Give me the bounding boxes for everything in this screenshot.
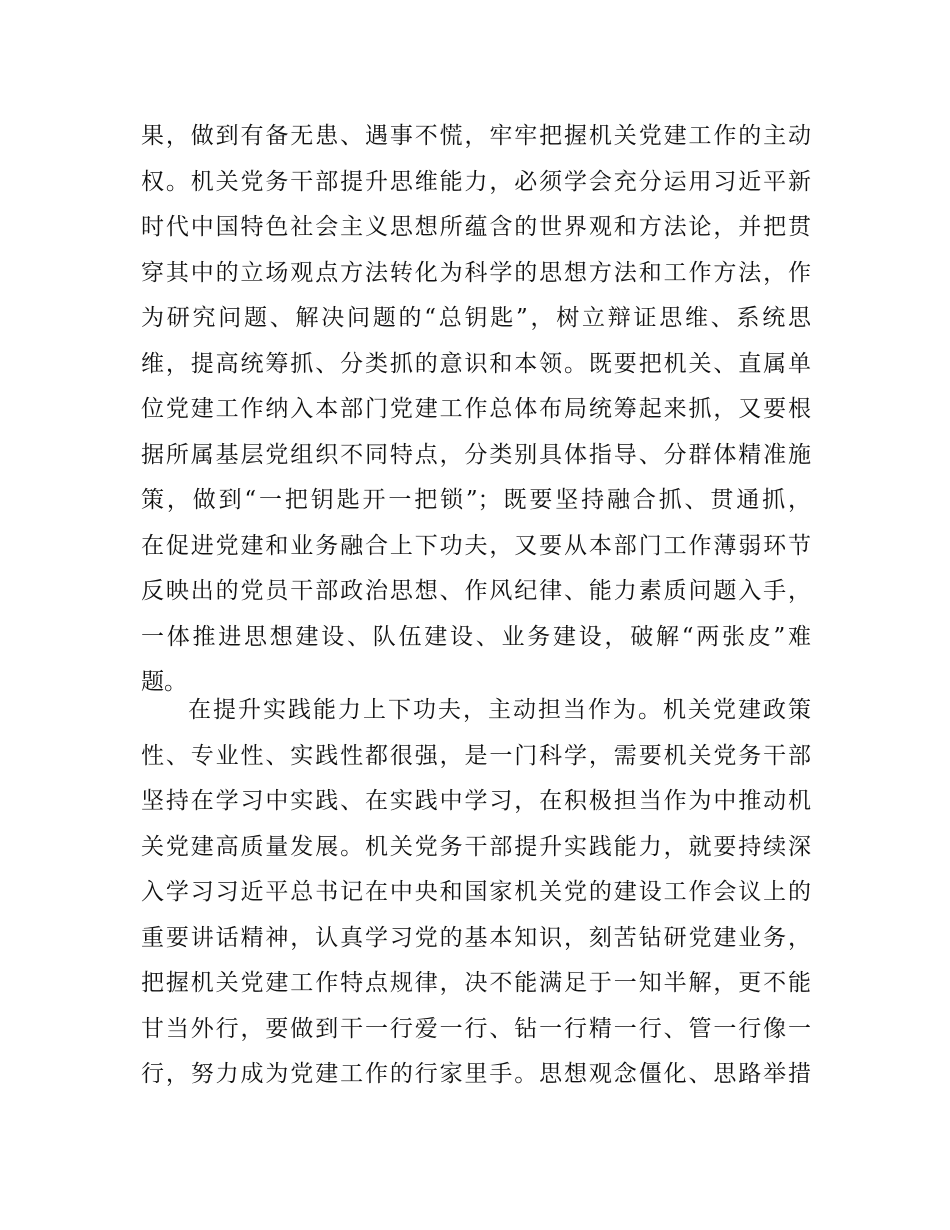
text-line: 策，做到“一把钥匙开一把锁”；既要坚持融合抓、贯通抓， [141, 487, 811, 513]
text-line: 穿其中的立场观点方法转化为科学的思想方法和工作方法，作 [141, 259, 811, 286]
text-line: 把握机关党建工作特点规律，决不能满足于一知半解，更不能 [141, 970, 811, 996]
text-line: 入学习习近平总书记在中央和国家机关党的建设工作会议上的 [141, 879, 811, 905]
text-line: 行，努力成为党建工作的行家里手。思想观念僵化、思路举措 [141, 1061, 811, 1087]
text-line: 坚持在学习中实践、在实践中学习，在积极担当作为中推动机 [141, 788, 811, 814]
text-line: 题。 [141, 669, 187, 695]
text-line: 果，做到有备无患、遇事不慌，牢牢把握机关党建工作的主动 [141, 123, 811, 149]
text-line: 维，提高统筹抓、分类抓的意识和本领。既要把机关、直属单 [141, 350, 811, 377]
text-line: 性、专业性、实践性都很强，是一门科学，需要机关党务干部 [141, 742, 811, 769]
text-line: 重要讲话精神，认真学习党的基本知识，刻苦钻研党建业务， [141, 924, 811, 951]
text-line: 一体推进思想建设、队伍建设、业务建设，破解“两张皮”难 [141, 623, 811, 650]
text-line: 甘当外行，要做到干一行爱一行、钻一行精一行、管一行像一 [141, 1015, 811, 1042]
text-line: 关党建高质量发展。机关党务干部提升实践能力，就要持续深 [141, 833, 811, 860]
text-line: 权。机关党务干部提升思维能力，必须学会充分运用习近平新 [141, 168, 811, 195]
text-line: 在提升实践能力上下功夫，主动担当作为。机关党建政策 [188, 697, 811, 723]
text-line: 为研究问题、解决问题的“总钥匙”，树立辩证思维、系统思 [141, 305, 811, 331]
text-line: 位党建工作纳入本部门党建工作总体布局统筹起来抓，又要根 [141, 396, 811, 422]
paragraph-practice-ability [141, 688, 811, 1098]
paragraph-thinking-ability [141, 114, 811, 706]
text-line: 时代中国特色社会主义思想所蕴含的世界观和方法论，并把贯 [141, 214, 811, 240]
text-line: 反映出的党员干部政治思想、作风纪律、能力素质问题入手， [141, 578, 811, 604]
text-line: 据所属基层党组织不同特点，分类别具体指导、分群体精准施 [141, 441, 811, 468]
text-line: 在促进党建和业务融合上下功夫，又要从本部门工作薄弱环节 [141, 532, 811, 559]
